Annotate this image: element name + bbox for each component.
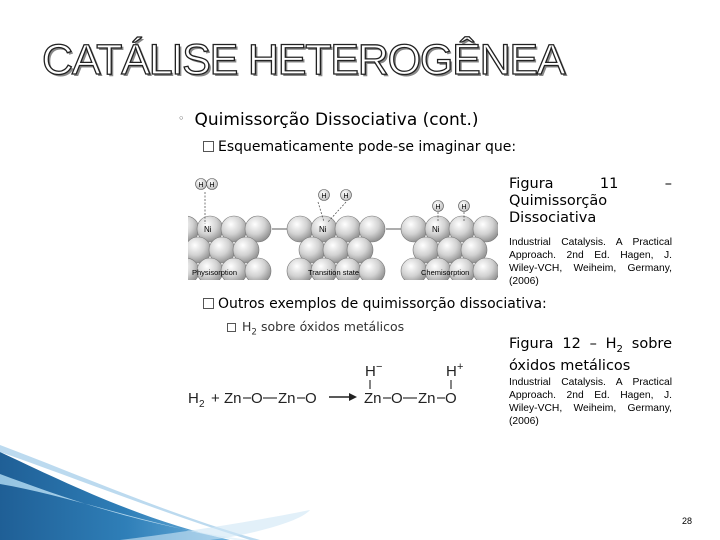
h-label: H xyxy=(435,204,441,211)
figure-11-caption xyxy=(509,176,672,227)
caption-12-text-b: sobre xyxy=(623,336,672,352)
bullet-text: Quimissorção Dissociativa (cont.) xyxy=(194,110,479,130)
sub-sub-bullet-h2 xyxy=(227,319,404,338)
caption-12-subscript: 2 xyxy=(616,343,623,355)
figure-11-reference: Industrial Catalysis. A Practical Approach. 2nd Ed. Hagen, J. Wiley-VCH, Weiheim, Germany, (2006) xyxy=(509,237,672,287)
reaction-o-3: O xyxy=(391,390,403,407)
label-chemisorption: Chemisorption xyxy=(421,268,470,277)
label-physisorption: Physisorption xyxy=(192,268,238,277)
box-bullet-icon xyxy=(203,298,214,309)
sub-bullet-esquematicamente xyxy=(203,139,516,155)
page-number: 28 xyxy=(681,516,692,526)
h-label: H xyxy=(321,193,327,200)
reaction-plus: + xyxy=(211,390,220,407)
reaction-plus-charge: + xyxy=(457,361,464,373)
reaction-zn-3: Zn xyxy=(364,390,382,407)
figure-12-caption xyxy=(509,336,672,375)
sub-bullet-outros-exemplos xyxy=(203,296,547,312)
h2-subscript: 2 xyxy=(251,327,257,338)
caption-line-2: Quimissorção xyxy=(509,193,608,209)
panel-physisorption xyxy=(188,179,271,281)
caption-12-line-2: óxidos metálicos xyxy=(509,357,631,374)
reaction-h-anion: H xyxy=(365,363,376,380)
h2-rest: sobre óxidos metálicos xyxy=(256,319,405,334)
caption-12-line-1 xyxy=(509,336,672,358)
reaction-minus: − xyxy=(376,361,383,373)
reaction-o-1: O xyxy=(251,390,263,407)
reaction-zn-4: Zn xyxy=(418,390,436,407)
bullet-quimissorcao xyxy=(178,110,479,130)
sub-bullet-text: Outros exemplos de quimissorção dissociativa: xyxy=(218,296,547,312)
circle-bullet-icon: ◦ xyxy=(178,112,185,125)
figure-12-reference: Industrial Catalysis. A Practical Approach. 2nd Ed. Hagen, J. Wiley-VCH, Weiheim, Germany, (2006) xyxy=(509,377,672,427)
reaction-zn-2: Zn xyxy=(278,390,296,407)
ni-label-2: Ni xyxy=(319,225,327,234)
panel-chemisorption xyxy=(401,201,498,281)
h-label: H xyxy=(461,204,467,211)
ni-label-1: Ni xyxy=(204,225,212,234)
box-bullet-icon xyxy=(227,323,236,332)
reaction-arrow-icon xyxy=(329,393,357,401)
slide-title: CATÁLISE HETEROGÊNEA xyxy=(42,36,565,84)
reaction-h2-sub: 2 xyxy=(199,399,205,410)
ni-label-3: Ni xyxy=(432,225,440,234)
figure-12-reaction xyxy=(186,360,476,416)
caption-12-text-a: Figura 12 – H xyxy=(509,336,617,352)
decorative-wave xyxy=(0,440,720,540)
h-label: H xyxy=(343,193,349,200)
caption-line-1: Figura 11 – xyxy=(509,176,672,192)
figure-11-dissociative-chemisorption xyxy=(188,172,498,280)
reaction-o-2: O xyxy=(305,390,317,407)
reaction-h-cation: H xyxy=(446,363,457,380)
h2-text: H xyxy=(242,319,252,334)
reaction-h: H xyxy=(188,390,199,407)
caption-line-3: Dissociativa xyxy=(509,210,597,226)
label-transition-state: Transition state xyxy=(308,268,359,277)
sub-bullet-text: Esquematicamente pode-se imaginar que: xyxy=(218,139,517,155)
panel-transition-state xyxy=(287,190,385,281)
box-bullet-icon xyxy=(203,141,214,152)
reaction-o-4: O xyxy=(445,390,457,407)
h-label: H xyxy=(198,182,204,189)
reaction-zn-1: Zn xyxy=(224,390,242,407)
h-label: H xyxy=(209,182,215,189)
